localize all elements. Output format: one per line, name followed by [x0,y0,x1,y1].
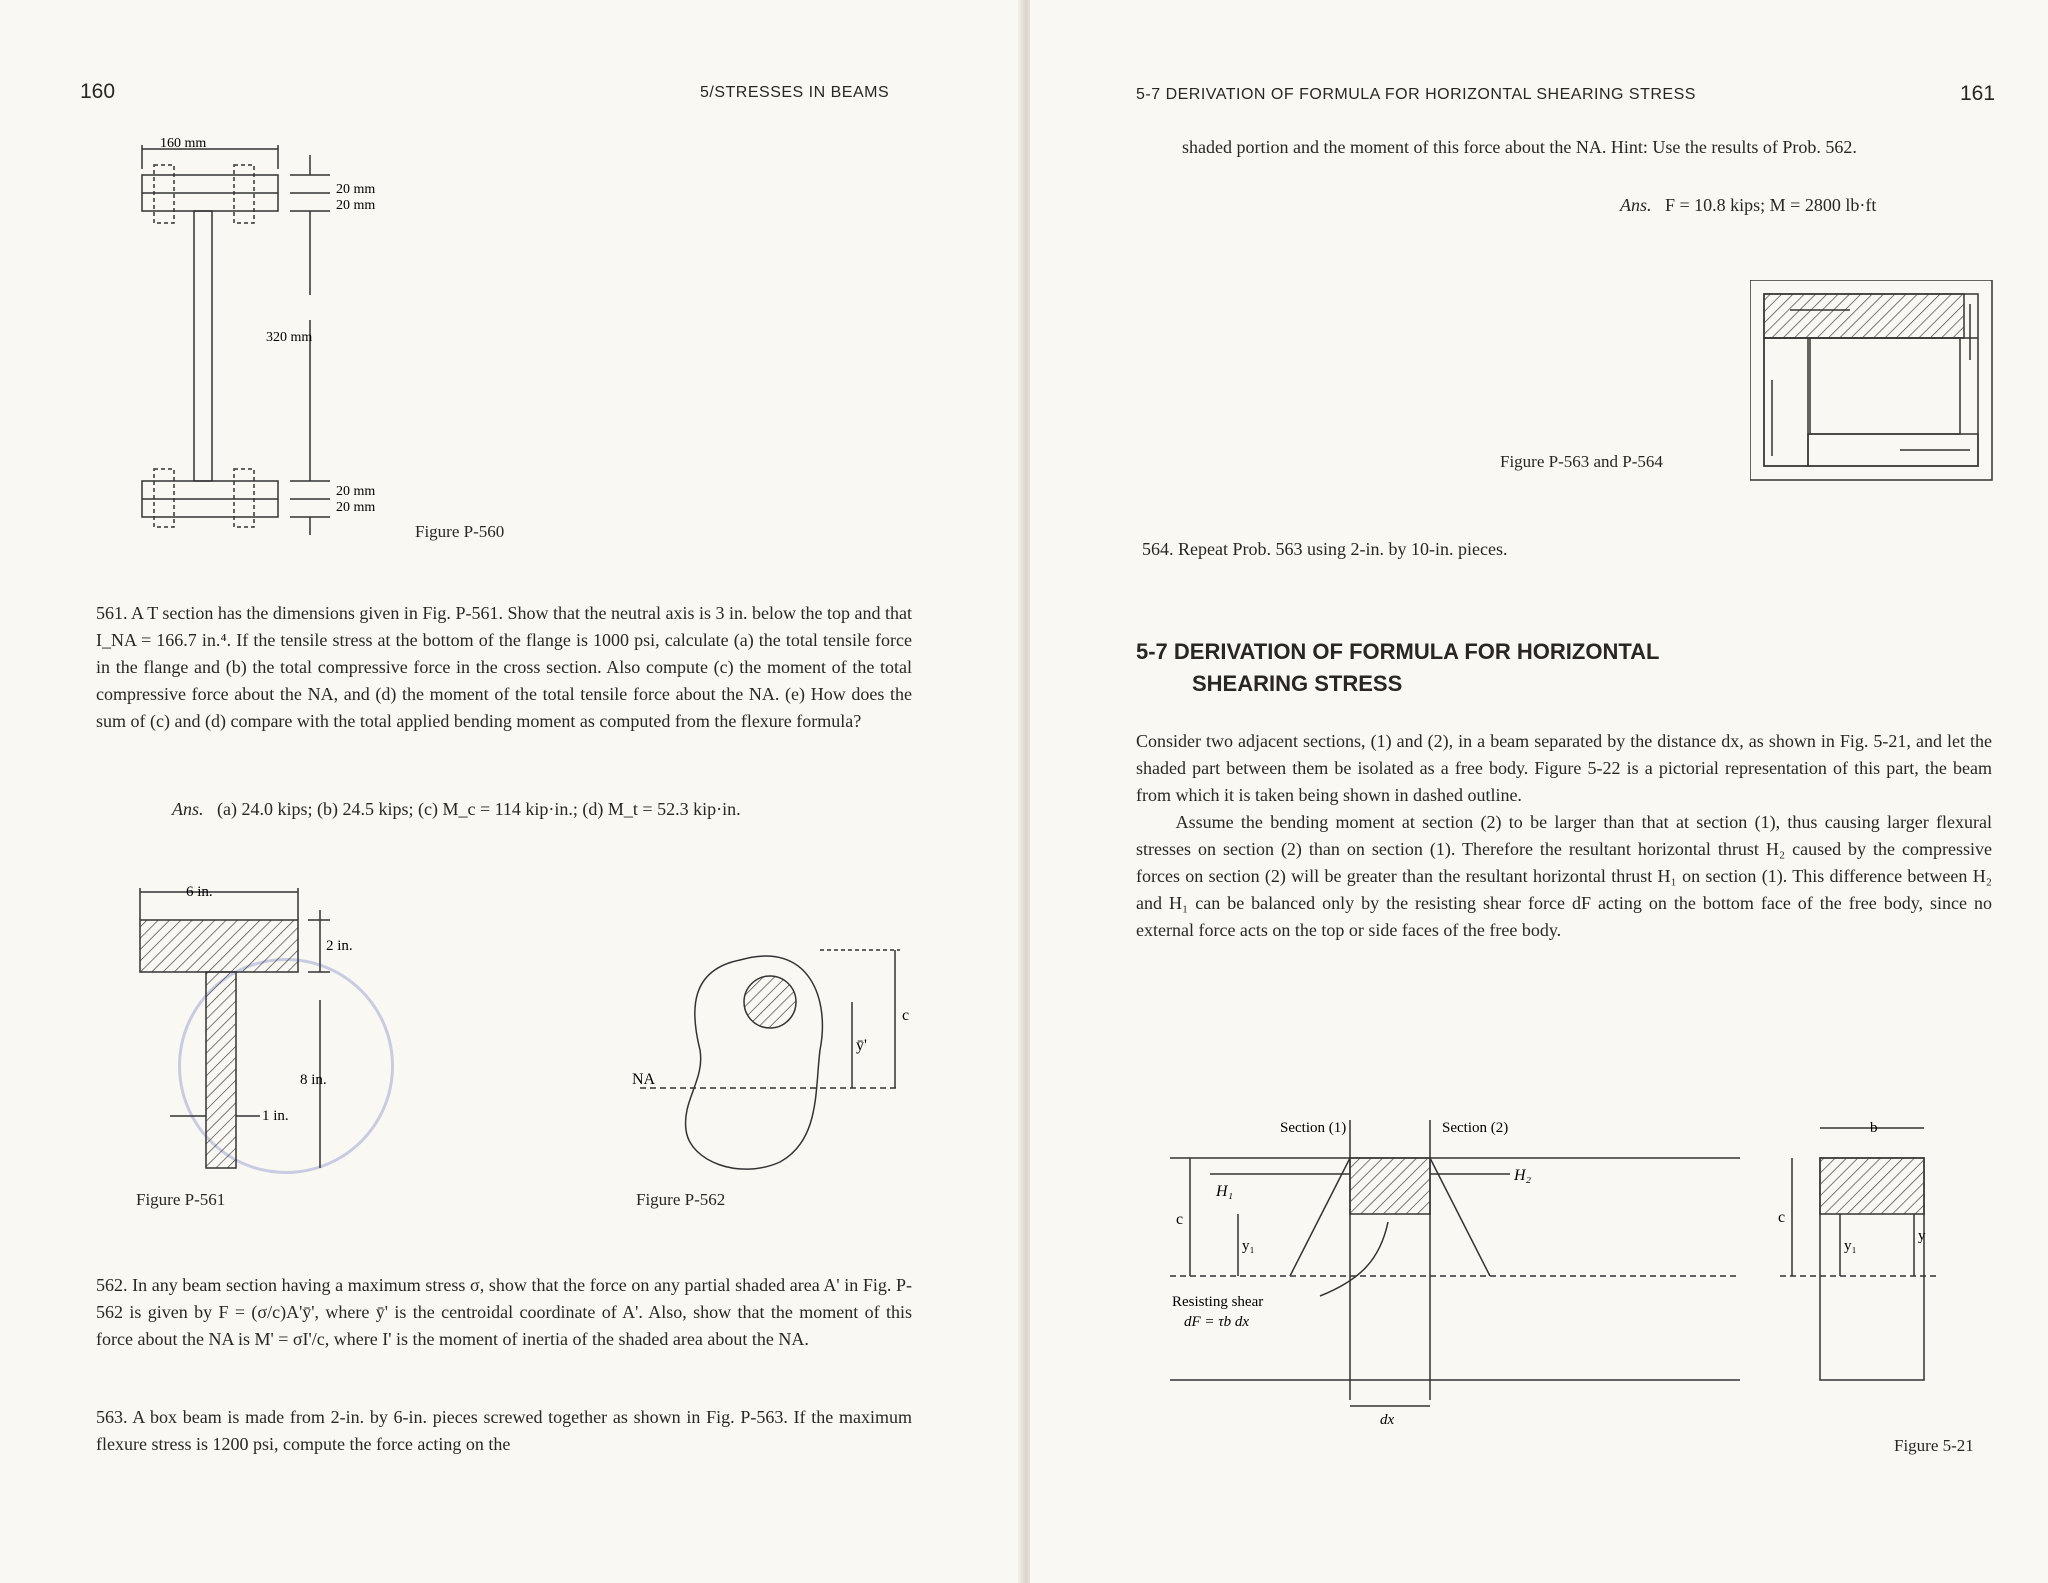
problem-561 [96,600,912,735]
label-y1b: y₁ [1844,1238,1857,1254]
problem-562-number: 562. [96,1275,128,1295]
label-dx: dx [1380,1412,1395,1428]
figure-p562-caption: Figure P-562 [636,1190,726,1209]
problem-564-text: Repeat Prob. 563 using 2-in. by 10-in. pieces. [1178,539,1508,559]
problem-563-continued: shaded portion and the moment of this force about the NA. Hint: Use the results of Prob. 562. [1182,137,1857,157]
answer-label: Ans. [172,799,204,819]
dim-flange1: 20 mm [336,182,376,197]
label-c: c [1176,1211,1184,1228]
problem-564-number: 564. [1142,539,1174,559]
dim-flange2: 20 mm [336,198,376,213]
figure-p560 [130,135,420,555]
figure-p560-caption: Figure P-560 [415,522,505,541]
label-na: NA [632,1071,656,1088]
label-section-2: Section (2) [1442,1120,1509,1136]
label-y1: y₁ [1242,1238,1255,1254]
figure-p561 [130,880,390,1180]
answer-label: Ans. [1620,195,1652,215]
label-y: y [1918,1228,1926,1244]
answer-text: F = 10.8 kips; M = 2800 lb·ft [1665,195,1877,215]
label-df: dF = τb dx [1184,1314,1250,1330]
section-heading-line2: SHEARING STRESS [1192,671,1403,696]
problem-561-number: 561. [96,603,128,623]
label-ybar: ȳ' [856,1037,867,1054]
running-head: 5/STRESSES IN BEAMS [700,84,890,101]
problem-562-text: In any beam section having a maximum stress σ, show that the force on any partial shaded area A' in Fig. P-562 is given by F = (σ/c)A'ȳ', where ȳ' is the centroidal coordinate of A'. Also, show that the moment of this force about the NA is M' = σI'/c, where I' is the moment of inertia of the shaded area about the NA. [96,1275,912,1349]
section-heading [1136,636,1660,700]
paragraph-2: Assume the bending moment at section (2) to be larger than that at section (1), thus causing larger flexural stresses on section (2) than on section (1). Therefore the resultant horizontal thrust H₂ caused by the compressive forces on section (2) will be greater than the resultant horizontal thrust H₁ on section (1). This difference between H₂ and H₁ can be balanced only by the resisting shear force dF acting on the bottom face of the free body, since no external force acts on the top or side faces of the free body. [1136,812,1992,940]
label-c: c [902,1007,910,1024]
label-h1: H₁ [1216,1183,1234,1200]
body-text [1136,728,1992,944]
label-b: b [1870,1120,1878,1136]
problem-564 [1142,536,1842,563]
problem-562 [96,1272,912,1353]
label-c2: c [1778,1209,1786,1226]
answer-text: (a) 24.0 kips; (b) 24.5 kips; (c) M_c = 114 kip·in.; (d) M_t = 52.3 kip·in. [217,799,741,819]
figure-p563-caption: Figure P-563 and P-564 [1500,452,1663,471]
dim-top: 160 mm [160,136,207,151]
paragraph-1: Consider two adjacent sections, (1) and (2), in a beam separated by the distance dx, as shown in Fig. 5-21, and let the shaded part between them be isolated as a free body. Figure 5-22 is a pictorial representation of this part, the beam from which it is taken being shown in dashed outline. [1136,731,1992,805]
figure-p562 [630,940,920,1190]
problem-563-text: A box beam is made from 2-in. by 6-in. pieces screwed together as shown in Fig. P-563. If the maximum flexure stress is 1200 psi, compute the force acting on the [96,1407,912,1454]
right-page [1030,0,2048,1583]
dim-web-thick: 1 in. [262,1108,289,1124]
figure-p561-caption: Figure P-561 [136,1190,226,1209]
dim-width: 6 in. [186,884,213,900]
label-h2: H₂ [1514,1167,1532,1184]
problem-563 [96,1404,912,1458]
problem-563-number: 563. [96,1407,128,1427]
figure-5-21 [1170,1110,2000,1430]
dim-web: 320 mm [266,330,313,345]
running-head: 5-7 DERIVATION OF FORMULA FOR HORIZONTAL SHEARING STRESS [1136,86,1696,103]
figure-5-21-caption: Figure 5-21 [1894,1436,1974,1455]
page-number: 161 [1960,82,1996,105]
problem-563-answer [1620,192,1876,219]
dim-web-height: 8 in. [300,1072,327,1088]
page-number: 160 [80,80,116,103]
dim-bottom1: 20 mm [336,484,376,499]
label-section-1: Section (1) [1280,1120,1347,1136]
problem-561-answer [172,796,741,823]
label-resisting-shear: Resisting shear [1172,1294,1264,1310]
figure-p563 [1750,280,2000,490]
problem-561-text: A T section has the dimensions given in Fig. P-561. Show that the neutral axis is 3 in. below the top and that I_NA = 166.7 in.⁴. If the tensile stress at the bottom of the flange is 1000 psi, calculate (a) the total tensile force in the flange and (b) the total compressive force in the cross section. Also compute (c) the moment of the total compressive force about the NA, and (d) the moment of the total tensile force about the NA. (e) How does the sum of (c) and (d) compare with the total applied bending moment as computed from the flexure formula? [96,603,912,731]
section-heading-line1: 5-7 DERIVATION OF FORMULA FOR HORIZONTAL [1136,639,1660,664]
left-page [0,0,1022,1583]
dim-flange: 2 in. [326,938,353,954]
dim-bottom2: 20 mm [336,500,376,515]
